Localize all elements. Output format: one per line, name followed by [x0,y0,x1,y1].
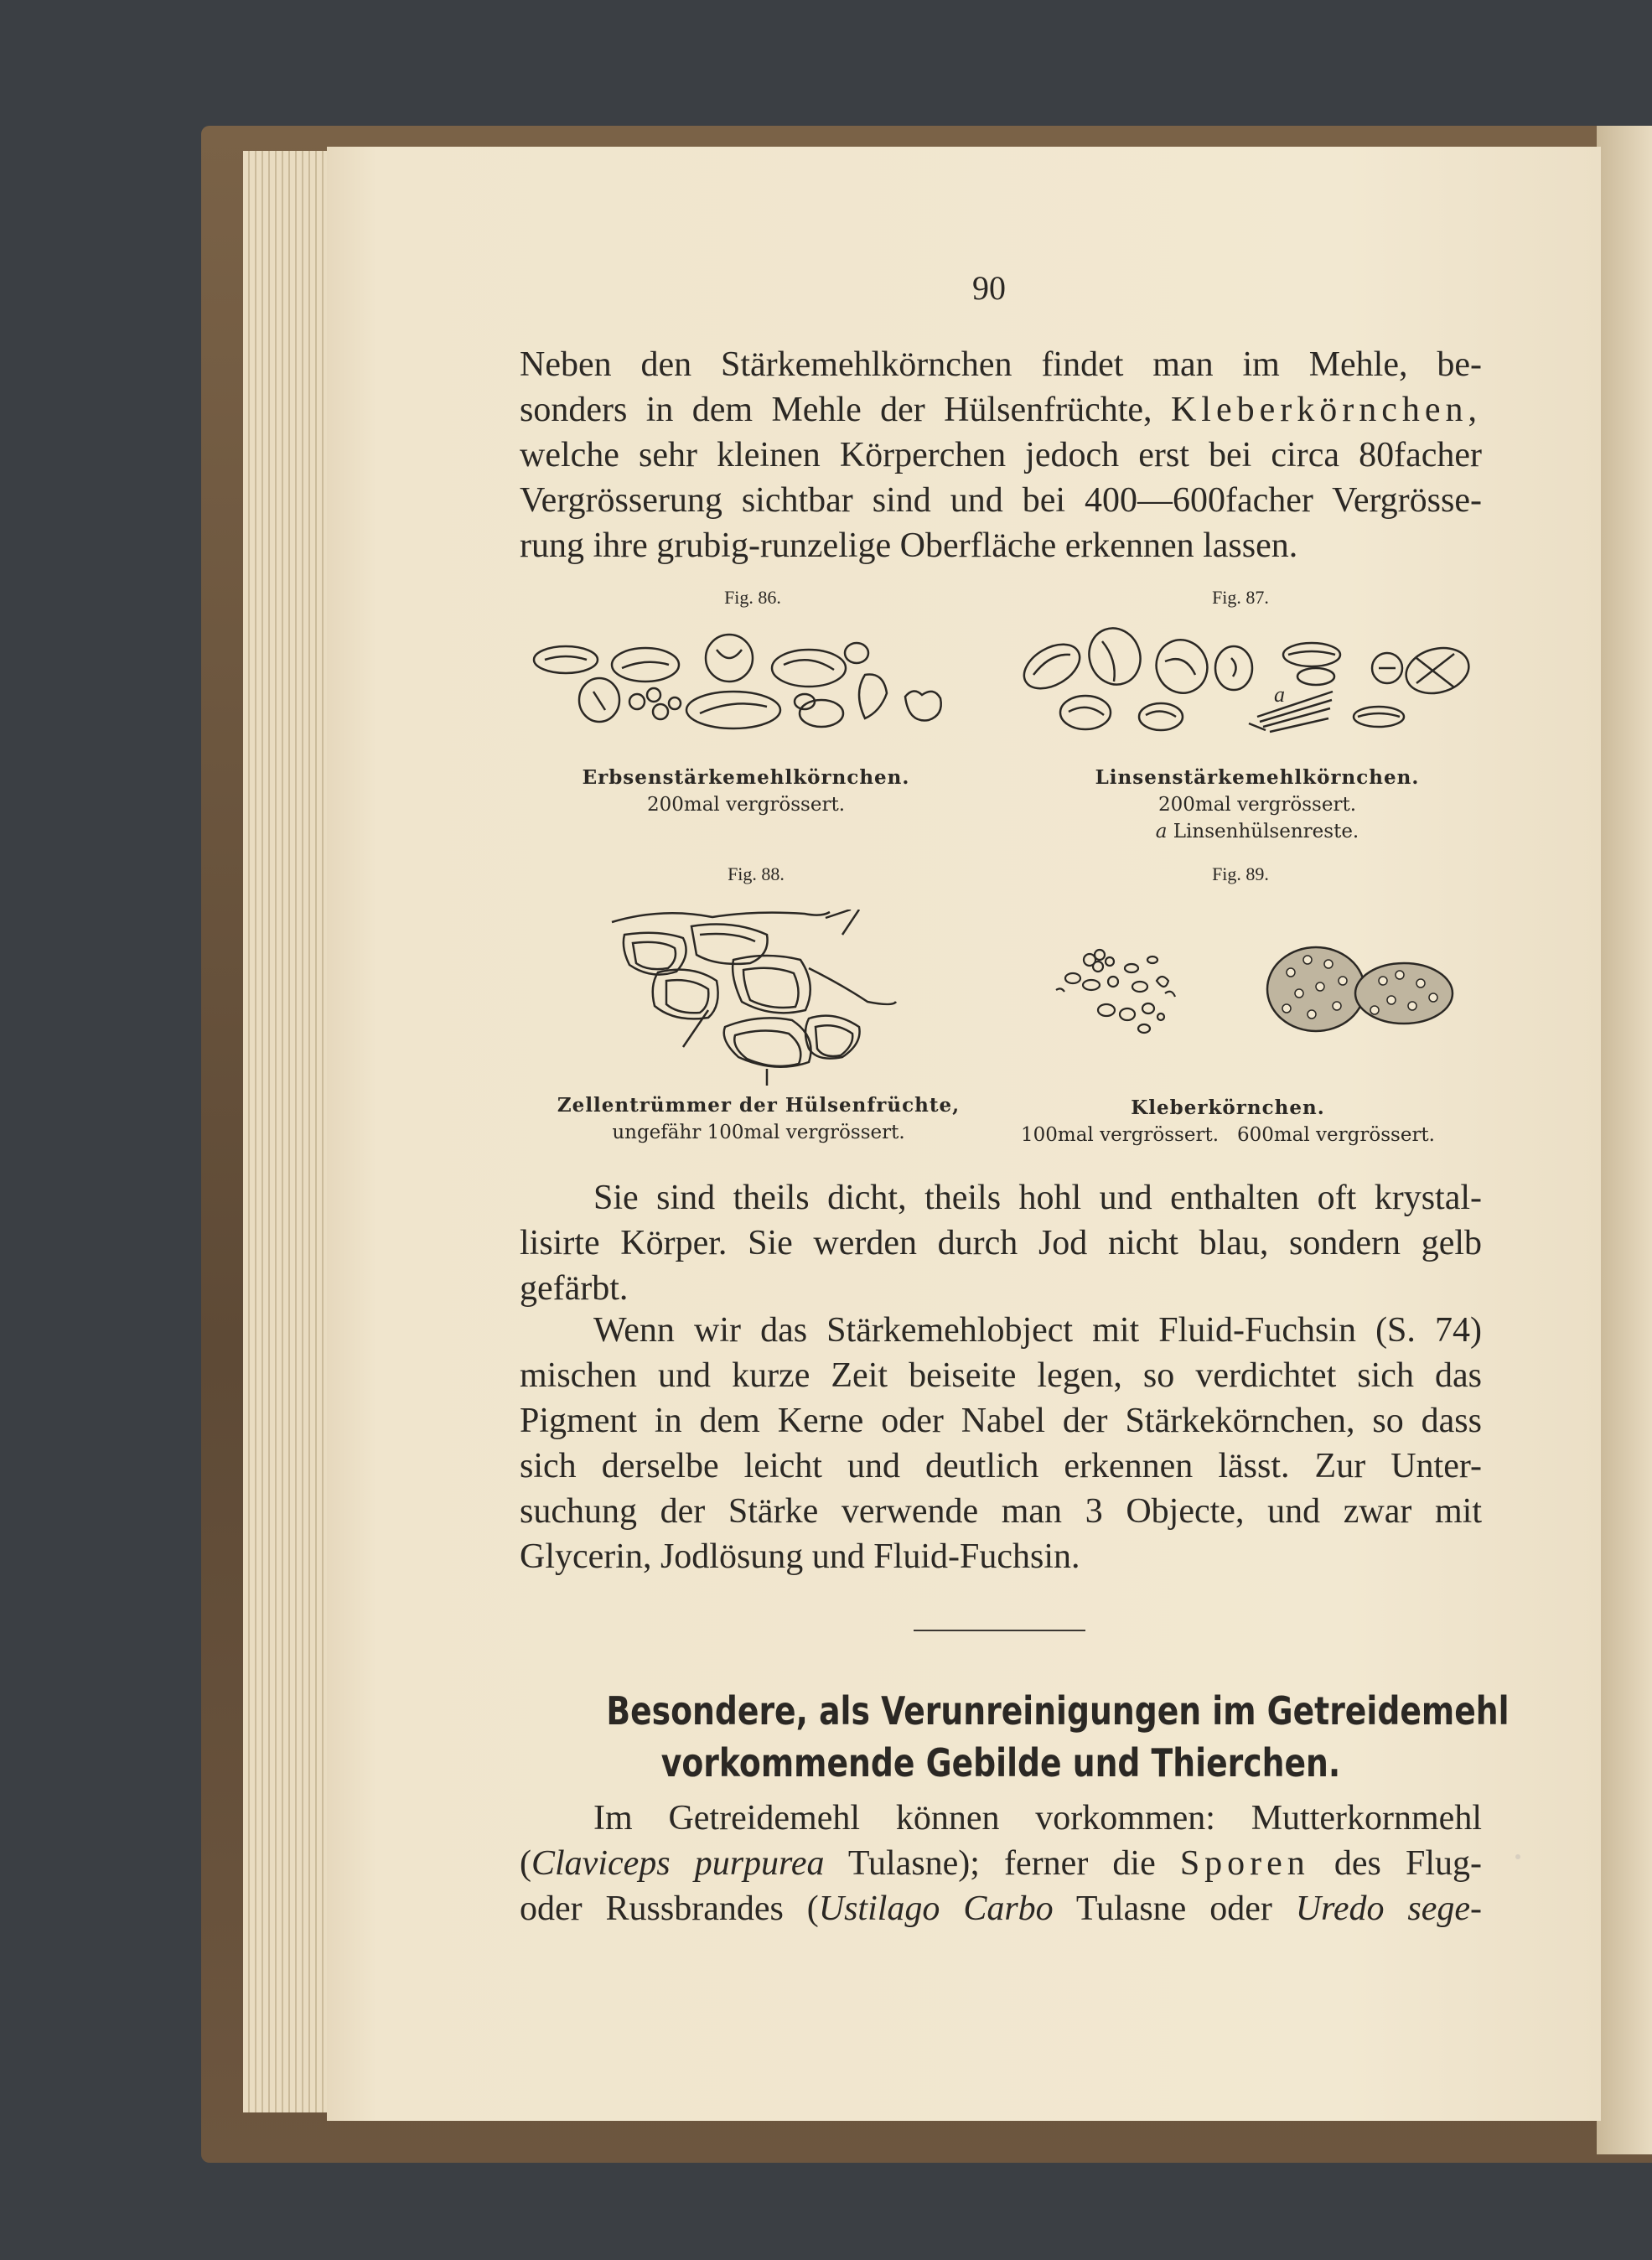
species-uredo: Uredo sege- [1295,1889,1483,1928]
p2-line-2: lisirte Körper. Sie werden durch Jod nicht blau, sondern gelb [520,1224,1482,1262]
p1-line-3: welche sehr kleinen Körperchen jedoch erst bei circa 80facher [520,436,1482,474]
p1-line-5: rung ihre grubig-runzelige Oberfläche erkennen lassen. [520,526,1298,565]
p4-line-3-mid: Tulasne oder [1053,1889,1296,1928]
fig88-label: Fig. 88. [728,863,785,884]
heading-line-2: vorkommende Gebilde und Thierchen. [660,1740,1341,1786]
fig87-caption-note-letter: a [1155,821,1168,842]
fig88-caption-title: Zellentrümmer der Hülsenfrüchte, [557,1094,961,1117]
fig89-caption-title: Kleberkörnchen. [1131,1096,1325,1119]
p3-line-5: suchung der Stärke verwende man 3 Objecte, und zwar mit [520,1492,1482,1531]
paragraph-2 [520,1175,1482,1311]
facing-page-edge [1597,126,1652,2154]
p3-line-1: Wenn wir das Stärkemehlobject mit Fluid-Fuchsin (S. 74) [593,1311,1482,1350]
p4-line-2-end: des Flug- [1309,1844,1482,1883]
p2-line-1: Sie sind theils dicht, theils hohl und enthalten oft krystal- [593,1179,1482,1217]
p4-line-3-start: oder Russbrandes ( [520,1889,819,1928]
p3-line-2: mischen und kurze Zeit beiseite legen, so verdichtet sich das [520,1356,1482,1395]
species-ustilago: Ustilago Carbo [818,1889,1054,1928]
p1-line-2-text: sonders in dem Mehle der Hülsenfrüchte, [520,391,1152,429]
p1-line-2 [520,387,1482,433]
fig86-label: Fig. 86. [724,587,781,608]
section-divider [914,1630,1085,1631]
p4-line-2-open: ( [520,1844,531,1883]
p1-line-4: Vergrösserung sichtbar sind und bei 400—600facher Vergrösse- [520,481,1482,520]
fig88-illustration [608,910,901,1086]
paragraph-1 [520,342,1482,568]
fig87-caption-title: Linsenstärkemehlkörnchen. [1095,766,1420,789]
paragraph-3 [520,1308,1482,1579]
fig89-caption [1002,1095,1454,1148]
fig89-caption-right: 600mal vergrössert. [1236,1124,1435,1146]
p4-line-2 [520,1841,1482,1886]
fig89-caption-magnifications [1002,1122,1454,1148]
p2-line-3: gefärbt. [520,1269,629,1308]
fig87-caption [1081,765,1433,845]
fig89-caption-left: 100mal vergrössert. [1021,1124,1220,1146]
section-heading [606,1685,1510,1789]
spaced-term-sporen: Sporen [1179,1844,1310,1883]
fig87-caption-magnification: 200mal vergrössert. [1157,794,1357,816]
spaced-term-kleberkoernchen: Kleberkörnchen, [1170,391,1482,429]
heading-line-1: Besondere, als Verunreinigungen im Getreidemehl [606,1688,1510,1734]
page-edges [243,151,335,2112]
fig86-caption [578,765,914,818]
p3-line-3: Pigment in dem Kerne oder Nabel der Stärkekörnchen, so dass [520,1402,1482,1440]
p3-line-4: sich derselbe leicht und deutlich erkennen lässt. Zur Unter- [520,1447,1482,1485]
p4-line-1: Im Getreidemehl können vorkommen: Mutterkornmehl [593,1799,1482,1838]
p4-line-2-rest: Tulasne); ferner die [824,1844,1156,1883]
fig89-illustration [1039,935,1458,1044]
fig87-marker-a: a [1274,682,1285,707]
fig88-caption-magnification: ungefähr 100mal vergrössert. [612,1122,905,1143]
p3-line-6: Glycerin, Jodlösung und Fluid-Fuchsin. [520,1537,1080,1576]
species-claviceps: Claviceps purpurea [531,1844,825,1883]
fig87-caption-note-text: Linsenhülsenreste. [1173,821,1359,842]
fig88-caption [536,1092,981,1146]
p4-line-3 [520,1886,1482,1931]
margin-speck [1515,1854,1520,1859]
paragraph-4 [520,1796,1482,1931]
fig87-label: Fig. 87. [1212,587,1269,608]
fig87-illustration [1018,625,1488,746]
fig87-caption-note [1081,818,1433,845]
fig89-label: Fig. 89. [1212,863,1269,884]
fig86-caption-title: Erbsenstärkemehlkörnchen. [582,766,910,789]
fig86-caption-magnification: 200mal vergrössert. [646,794,846,816]
p1-line-1: Neben den Stärkemehlkörnchen findet man im Mehle, be- [520,345,1482,384]
page-number: 90 [972,269,1006,307]
fig86-illustration [528,625,964,733]
